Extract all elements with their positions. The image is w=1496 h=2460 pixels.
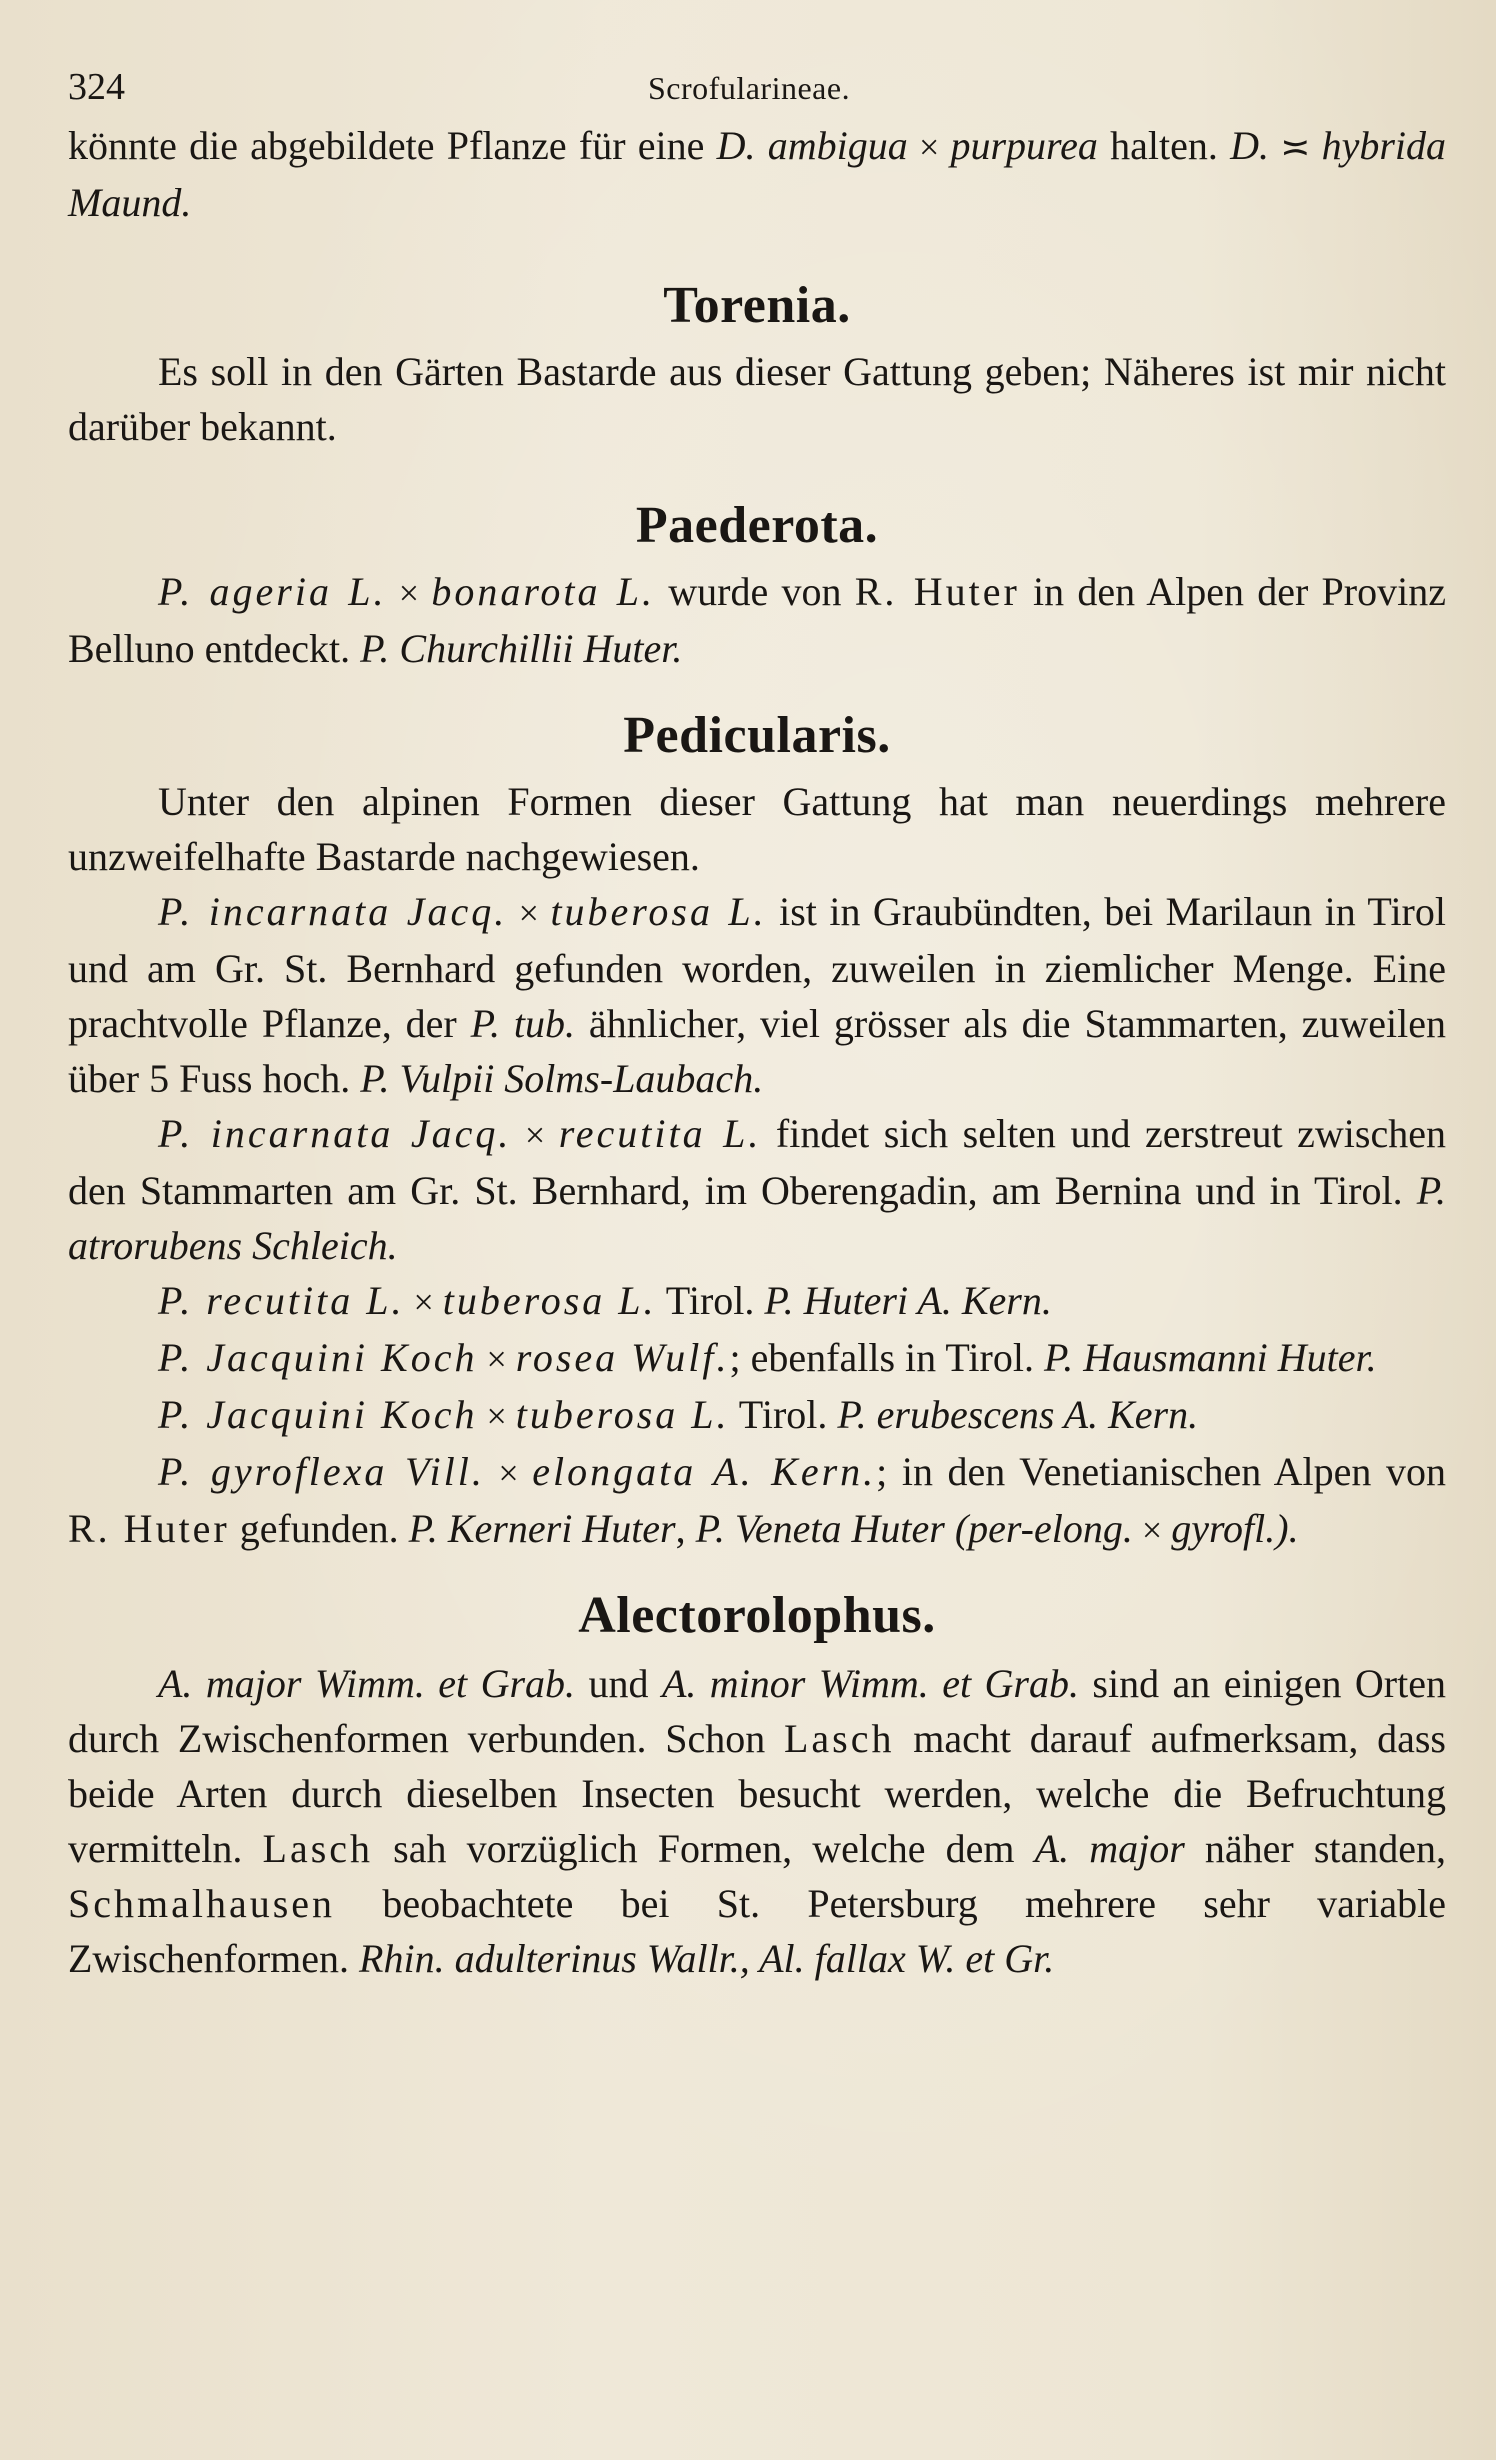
taxon-name: P. atrorubens Schleich. — [68, 1168, 1446, 1268]
taxon-name: hybrida Maund. — [68, 123, 1447, 225]
taxon-name: recutita L. — [558, 1111, 762, 1156]
author-name: Schmalhausen — [68, 1881, 336, 1926]
taxon-name: P. incarnata Jacq. — [158, 1111, 512, 1156]
taxon-name: gyrofl.). — [1171, 1506, 1299, 1551]
taxon-name: P. recutita L. — [158, 1278, 405, 1323]
page-header — [68, 60, 1446, 118]
text: Tirol. — [656, 1278, 765, 1323]
section-heading-pedicularis: Pedicularis. — [623, 707, 891, 764]
section-heading-alectorolophus: Alectorolophus. — [578, 1587, 936, 1644]
text: , — [675, 1506, 696, 1551]
taxon-name: D. ambigua — [716, 123, 908, 168]
cross-symbol: ≍ — [1268, 127, 1322, 167]
text: und — [575, 1661, 662, 1706]
taxon-name: P. Jacquini Koch — [158, 1392, 478, 1437]
cross-symbol: × — [484, 1453, 533, 1493]
cross-symbol: × — [386, 573, 432, 613]
page-content — [68, 60, 1446, 1986]
intro-paragraph — [68, 118, 1446, 230]
pedicularis-entry — [68, 1387, 1446, 1444]
text: sah vorzüglich Formen, welche dem — [373, 1826, 1035, 1871]
taxon-name: P. tub. — [470, 1001, 575, 1046]
taxon-name: A. minor Wimm. et Grab. — [661, 1661, 1079, 1706]
taxon-name: tuberosa L. — [515, 1392, 730, 1437]
taxon-name: P. Kerneri Huter — [408, 1506, 676, 1551]
taxon-name: P. incarnata Jacq. — [158, 889, 508, 934]
taxon-name: Rhin. adulterinus Wallr., Al. fallax W. et Gr. — [359, 1936, 1055, 1981]
text: findet sich selten und zerstreut zwischen den Stammarten am Gr. St. Bernhard, im Oberengadin, am Bernina und in Tirol. — [68, 1111, 1446, 1213]
author-name: Lasch — [783, 1716, 895, 1761]
cross-symbol: × — [511, 1115, 559, 1155]
text: in den Alpen der Provinz Belluno entdeckt. — [68, 569, 1446, 671]
taxon-name: D. — [1230, 123, 1269, 168]
text: macht darauf aufmerksam, dass beide Arten durch dieselben Insecten besucht werden, welche die Befruchtung vermitteln. — [68, 1716, 1446, 1871]
text: wurde von — [655, 569, 855, 614]
taxon-name: A. major — [1034, 1826, 1185, 1871]
page-number: 324 — [68, 66, 125, 108]
taxon-name: P. Vulpii Solms-Laubach. — [360, 1056, 764, 1101]
cross-symbol: × — [404, 1282, 443, 1322]
text: ist in Graubündten, bei Marilaun in Tirol und am Gr. St. Bernhard gefunden worden, zuweilen in ziemlicher Menge. Eine prachtvolle Pflanze, der — [68, 889, 1446, 1046]
text: Tirol. — [729, 1392, 838, 1437]
text: ; ebenfalls in Tirol. — [729, 1335, 1044, 1380]
taxon-name: P. ageria L. — [158, 569, 387, 614]
cross-symbol: × — [477, 1396, 516, 1436]
cross-symbol: × — [907, 127, 951, 167]
pedicularis-entry — [68, 1330, 1446, 1387]
section-heading-torenia: Torenia. — [663, 277, 851, 334]
author-name: R. Huter — [854, 569, 1020, 614]
pedicularis-intro: Unter den alpinen Formen dieser Gattung hat man neuerdings mehrere unzweifelhafte Bastarde nachgewiesen. — [68, 779, 1446, 879]
pedicularis-entry — [68, 884, 1446, 1106]
pedicularis-entry — [68, 1273, 1446, 1330]
taxon-name: elongata A. Kern. — [532, 1449, 877, 1494]
text: näher standen, — [1184, 1826, 1447, 1871]
text: sind an einigen Orten durch Zwischenformen verbunden. Schon — [68, 1661, 1446, 1761]
running-title: Scrofularineae. — [648, 70, 851, 106]
torenia-paragraph: Es soll in den Gärten Bastarde aus dieser Gattung geben; Näheres ist mir nicht darüber bekannt. — [68, 349, 1446, 449]
cross-symbol: × — [477, 1339, 516, 1379]
taxon-name: P. erubescens A. Kern. — [837, 1392, 1199, 1437]
text: könnte die abgebildete Pflanze für eine — [68, 123, 717, 168]
taxon-name: P. Huteri A. Kern. — [764, 1278, 1052, 1323]
taxon-name: purpurea — [950, 123, 1098, 168]
taxon-name: bonarota L. — [431, 569, 656, 614]
text: beobachtete bei St. Petersburg mehrere sehr variable Zwischenformen. — [68, 1881, 1446, 1981]
cross-symbol: × — [1132, 1510, 1172, 1550]
author-name: Lasch — [262, 1826, 374, 1871]
taxon-name: P. Veneta Huter (per-elong. — [695, 1506, 1133, 1551]
taxon-name: tuberosa L. — [442, 1278, 657, 1323]
taxon-name: A. major Wimm. et Grab. — [158, 1661, 576, 1706]
taxon-name: P. Hausmanni Huter. — [1043, 1335, 1377, 1380]
pedicularis-entry — [68, 1106, 1446, 1273]
cross-symbol: × — [507, 893, 551, 933]
text: halten. — [1097, 123, 1231, 168]
text: gefunden. — [229, 1506, 409, 1551]
text: ; in den Venetianischen Alpen von — [876, 1449, 1446, 1494]
taxon-name: P. Churchillii Huter. — [360, 626, 683, 671]
paederota-paragraph — [68, 564, 1446, 676]
pedicularis-entry — [68, 1444, 1446, 1558]
taxon-name: tuberosa L. — [550, 889, 767, 934]
alectorolophus-paragraph — [68, 1656, 1446, 1986]
section-heading-paederota: Paederota. — [635, 497, 879, 554]
text: ähnlicher, viel grösser als die Stammarten, zuweilen über 5 Fuss hoch. — [68, 1001, 1447, 1101]
taxon-name: P. gyroflexa Vill. — [158, 1449, 485, 1494]
author-name: R. Huter — [68, 1506, 230, 1551]
taxon-name: P. Jacquini Koch — [158, 1335, 478, 1380]
taxon-name: rosea Wulf. — [515, 1335, 730, 1380]
